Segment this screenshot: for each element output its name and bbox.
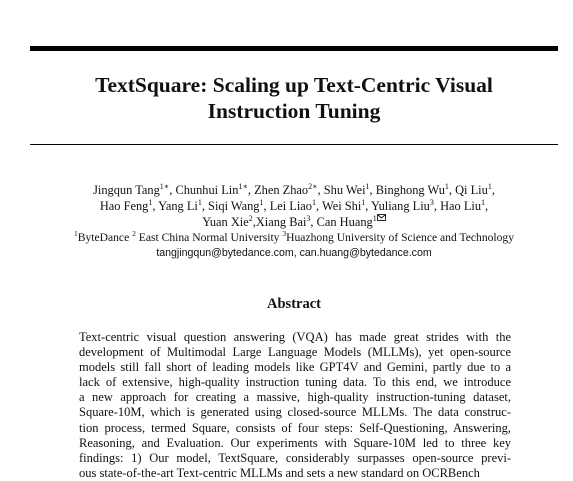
- author-emails: tangjingqun@bytedance.com, can.huang@bytedance.com: [156, 247, 432, 259]
- author: Yuliang Liu$^3$,: [371, 197, 441, 213]
- abstract-line: Reasoning, and Evaluation. Our experiments with Square-10M led to three key: [79, 435, 511, 450]
- top-rule: [30, 46, 558, 51]
- affiliations: [30, 230, 558, 261]
- author: Jingqun Tang$^{1∗}$,: [93, 181, 176, 197]
- author: Hao Liu$^1$,: [440, 197, 489, 213]
- affiliation: $^2$ East China Normal University: [132, 229, 283, 244]
- author: Xiang Bai$^3$,: [255, 214, 317, 230]
- author: Yang Li$^1$,: [158, 197, 209, 213]
- abstract-body: [79, 330, 511, 481]
- affiliation: $^3$Huazhong University of Science and Technology: [282, 229, 515, 244]
- author: Siqi Wang$^1$,: [208, 197, 270, 213]
- abstract-line: development of Multimodal Large Language Models (MLLMs), yet open-source: [79, 345, 511, 360]
- author: Can Huang$^1$: [316, 214, 377, 230]
- abstract-line: Square-10M, which is generated using closed-source MLLMs. The data construc-: [79, 405, 511, 420]
- author: Hao Feng$^1$,: [99, 197, 159, 213]
- abstract-heading: Abstract: [267, 296, 321, 312]
- author: Chunhui Lin$^{1∗}$,: [175, 181, 255, 197]
- abstract-line: findings: 1) Our model, TextSquare, considerably surpasses open-source previ-: [79, 450, 511, 465]
- author: Qi Liu$^1$,: [455, 181, 495, 197]
- author: Wei Shi$^1$,: [322, 197, 372, 213]
- paper-title: [30, 72, 558, 124]
- affiliation: $^1$ByteDance: [73, 229, 133, 244]
- bottom-rule: [30, 144, 558, 145]
- author: Lei Liao$^1$,: [269, 197, 322, 213]
- abstract-line: a new approach for creating a massive, high-quality instruction-tuning dataset,: [79, 390, 511, 405]
- author: Zhen Zhao$^{2∗}$,: [254, 181, 324, 197]
- title-line-1: TextSquare: Scaling up Text-Centric Visual: [95, 73, 493, 97]
- abstract-line: tion process, termed Square, consists of four steps: Self-Questioning, Answering,: [79, 420, 511, 435]
- abstract-line: ous state-of-the-art Text-centric MLLMs and sets a new standard on OCRBench: [79, 465, 480, 480]
- envelope-icon: [377, 214, 386, 221]
- author: Yuan Xie$^2$,: [202, 214, 256, 230]
- author: Binghong Wu$^1$,: [375, 181, 456, 197]
- abstract-line: lack of extensive, high-quality instruction tuning data. To this end, we introduce: [79, 375, 511, 390]
- author-list: [30, 182, 558, 230]
- abstract-line: Text-centric visual question answering (VQA) has made great strides with the: [79, 330, 511, 344]
- author: Shu Wei$^1$,: [323, 181, 376, 197]
- title-line-2: Instruction Tuning: [207, 99, 381, 123]
- abstract-line: models still fall short of leading models like GPT4V and Gemini, partly due to a: [79, 360, 511, 375]
